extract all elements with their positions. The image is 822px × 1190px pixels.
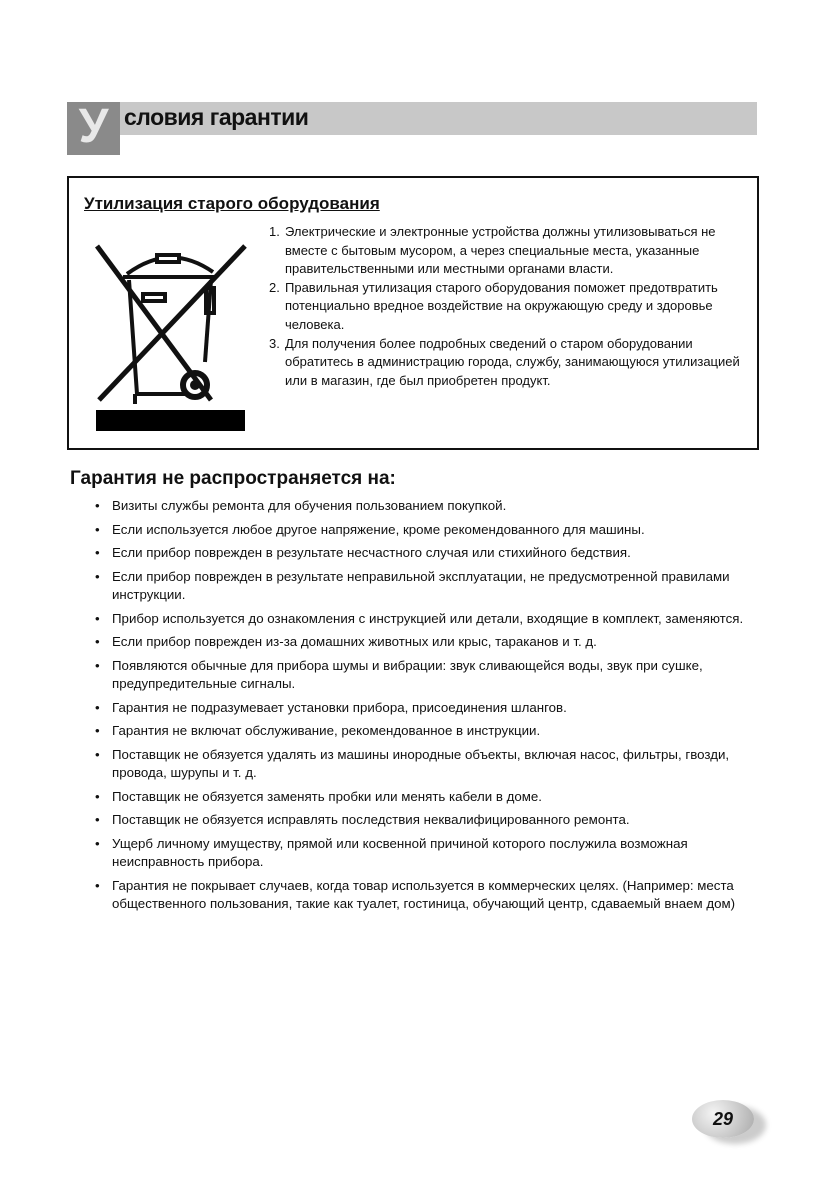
exclusion-item bbox=[95, 877, 755, 914]
warranty-exclusions-title: Гарантия не распространяется на: bbox=[70, 468, 396, 489]
exclusion-text: Гарантия не подразумевает установки прибора, присоединения шлангов. bbox=[112, 699, 567, 715]
exclusion-text: Если прибор поврежден в результате несчастного случая или стихийного бедствия. bbox=[112, 545, 631, 561]
disposal-title: Утилизация старого оборудования bbox=[84, 194, 380, 213]
disposal-box bbox=[67, 176, 759, 450]
exclusion-text: Гарантия не включат обслуживание, рекомендованное в инструкции. bbox=[112, 723, 541, 739]
exclusion-text: Если прибор поврежден в результате неправильной эксплуатации, не предусмотренной правилами инструкции. bbox=[112, 568, 730, 603]
bullet-icon: • bbox=[95, 521, 100, 537]
page-number-badge bbox=[692, 1100, 754, 1138]
item-number: 2. bbox=[269, 279, 280, 295]
bullet-icon: • bbox=[95, 699, 100, 715]
exclusion-item bbox=[95, 788, 755, 806]
crossed-out-wheelie-bin-icon bbox=[95, 244, 247, 434]
exclusion-text: Ущерб личному имуществу, прямой или косвенной причиной которого послужила возможная неисправность прибора. bbox=[112, 836, 688, 870]
item-number: 1. bbox=[269, 224, 280, 239]
page-number: 29 bbox=[712, 1109, 734, 1129]
bullet-icon: • bbox=[95, 498, 100, 513]
exclusion-item bbox=[95, 544, 755, 562]
disposal-item bbox=[269, 223, 749, 279]
bullet-icon: • bbox=[95, 723, 100, 739]
warranty-exclusions-list bbox=[95, 497, 755, 919]
exclusion-item bbox=[95, 497, 755, 515]
exclusion-item bbox=[95, 746, 755, 783]
exclusion-item bbox=[95, 835, 755, 872]
item-text: Электрические и электронные устройства должны утилизовываться не вместе с бытовым мусором, а через специальные места, указанные правительственными или местными органами власти. bbox=[285, 224, 716, 277]
exclusion-text: Прибор используется до ознакомления с инструкцией или детали, входящие в комплект, заменяются. bbox=[112, 610, 744, 626]
exclusion-text: Визиты службы ремонта для обучения пользованием покупкой. bbox=[112, 498, 507, 513]
item-text: Для получения более подробных сведений о старом оборудовании обратитесь в администрацию города, службу, занимающуюся утилизацией или в магазин, где был приобретен продукт. bbox=[285, 335, 740, 388]
exclusion-item bbox=[95, 722, 755, 740]
disposal-item bbox=[269, 279, 749, 335]
bullet-icon: • bbox=[95, 812, 100, 828]
header-initial-letter: У bbox=[67, 102, 120, 155]
exclusion-item bbox=[95, 699, 755, 717]
exclusion-text: Поставщик не обязуется удалять из машины инородные объекты, включая насос, фильтры, гвозди, провода, шурупы и т. д. bbox=[112, 746, 730, 781]
bullet-icon: • bbox=[95, 788, 100, 804]
bullet-icon: • bbox=[95, 657, 100, 673]
bullet-icon: • bbox=[95, 877, 100, 893]
item-text: Правильная утилизация старого оборудования поможет предотвратить потенциально вредное воздействие на окружающую среду и здоровье человека. bbox=[285, 279, 718, 332]
exclusion-text: Появляются обычные для прибора шумы и вибрации: звук сливающейся воды, звук при сушке, предупредительные сигналы. bbox=[112, 657, 703, 692]
exclusion-item bbox=[95, 633, 755, 651]
bullet-icon: • bbox=[95, 836, 100, 852]
exclusion-item bbox=[95, 811, 755, 829]
exclusion-text: Гарантия не покрывает случаев, когда товар используется в коммерческих целях. (Например: места общественного пользования, такие как туалет, гостиница, обучающий центр, сдаваемый внаем дом) bbox=[112, 877, 736, 912]
exclusion-text: Если прибор поврежден из-за домашних животных или крыс, тараканов и т. д. bbox=[112, 634, 597, 650]
disposal-list bbox=[269, 223, 749, 390]
disposal-item bbox=[269, 335, 749, 391]
bullet-icon: • bbox=[95, 746, 100, 762]
bullet-icon: • bbox=[95, 610, 100, 626]
page-title: словия гарантии bbox=[124, 104, 309, 130]
exclusion-item bbox=[95, 568, 755, 605]
exclusion-text: Поставщик не обязуется исправлять последствия неквалифицированного ремонта. bbox=[112, 812, 630, 828]
exclusion-item bbox=[95, 610, 755, 628]
bullet-icon: • bbox=[95, 568, 100, 584]
exclusion-text: Поставщик не обязуется заменять пробки или менять кабели в доме. bbox=[112, 788, 542, 804]
exclusion-text: Если используется любое другое напряжение, кроме рекомендованного для машины. bbox=[112, 521, 645, 537]
bullet-icon: • bbox=[95, 545, 100, 561]
bullet-icon: • bbox=[95, 634, 100, 650]
exclusion-item bbox=[95, 521, 755, 539]
exclusion-item bbox=[95, 657, 755, 694]
item-number: 3. bbox=[269, 335, 280, 351]
